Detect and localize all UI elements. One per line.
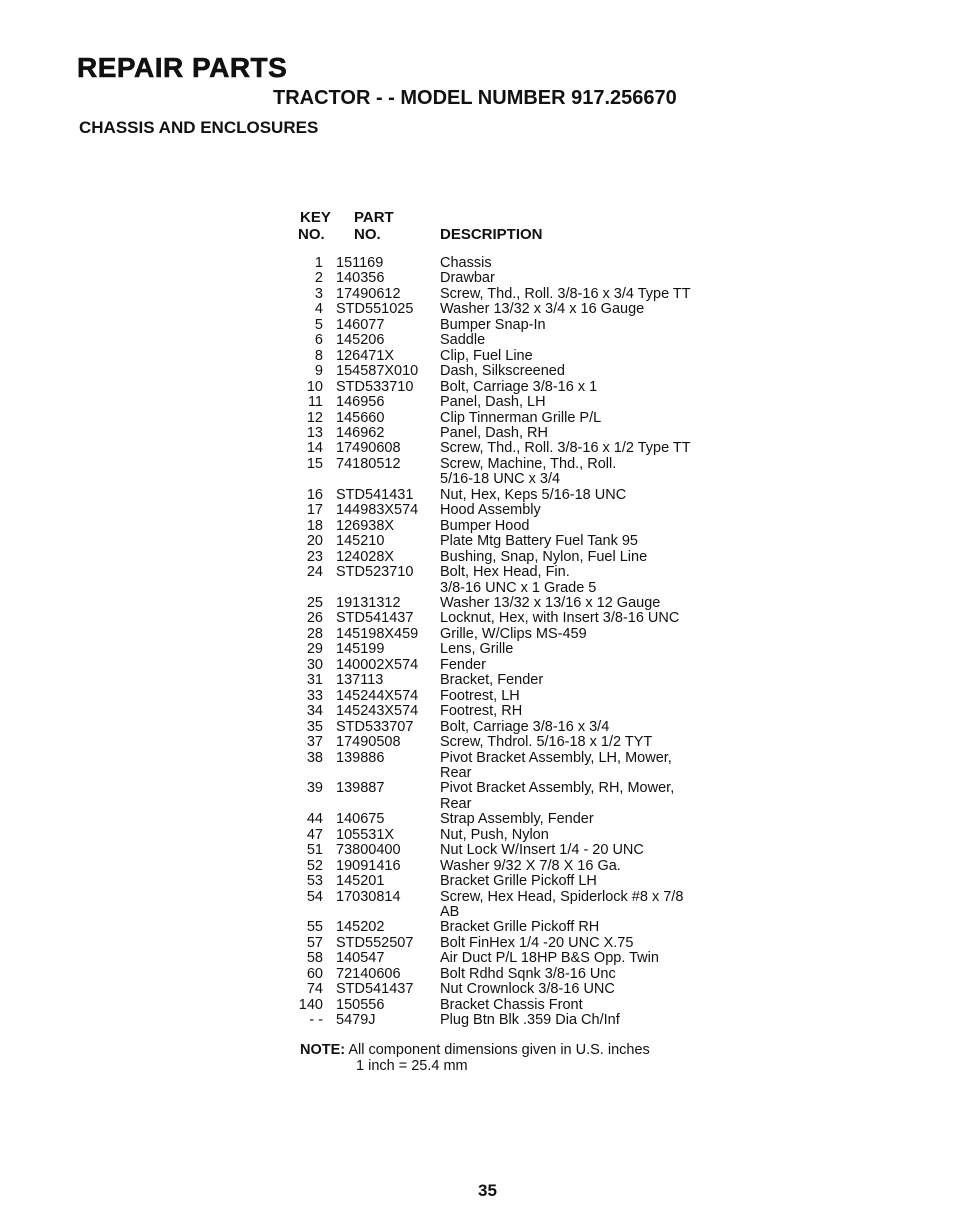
part-description: Plug Btn Blk .359 Dia Ch/Inf: [440, 1012, 620, 1029]
parts-row: [296, 998, 736, 1013]
parts-row: [296, 565, 736, 596]
part-description: Panel, Dash, RH: [440, 424, 548, 441]
part-description: Pivot Bracket Assembly, RH, Mower, Rear: [440, 780, 675, 812]
parts-row: [296, 642, 736, 657]
part-description: Washer 13/32 x 13/16 x 12 Gauge: [440, 594, 661, 611]
part-number: 145202: [336, 919, 385, 936]
part-number: 72140606: [336, 965, 401, 982]
part-description: Clip Tinnerman Grille P/L: [440, 409, 602, 426]
note-text: All component dimensions given in U.S. inches: [348, 1042, 650, 1058]
part-number: 145244X574: [336, 687, 419, 704]
part-number: STD523710: [336, 564, 414, 581]
key-number: 5: [314, 316, 323, 333]
key-number: 23: [306, 548, 323, 565]
parts-row: [296, 812, 736, 827]
key-number: 28: [306, 625, 323, 642]
key-number: 8: [314, 347, 323, 364]
parts-row: [296, 735, 736, 750]
key-number: 35: [306, 718, 323, 735]
part-number: 139887: [336, 780, 385, 797]
part-description: Screw, Thd., Roll. 3/8-16 x 1/2 Type TT: [440, 440, 691, 457]
parts-row: [296, 302, 736, 317]
part-number: 145660: [336, 409, 385, 426]
part-description: Screw, Thd., Roll. 3/8-16 x 3/4 Type TT: [440, 285, 691, 302]
key-number: 74: [306, 981, 323, 998]
part-description: Chassis: [440, 255, 492, 271]
part-description: Bracket Grille Pickoff RH: [440, 919, 600, 936]
key-number: 54: [306, 888, 323, 905]
part-number: 145198X459: [336, 625, 419, 642]
parts-list: [296, 256, 736, 1029]
part-number: 145206: [336, 332, 385, 349]
parts-row: [296, 503, 736, 518]
key-number: 38: [306, 749, 323, 766]
key-number: 10: [306, 378, 323, 395]
part-description: Panel, Dash, LH: [440, 394, 546, 411]
key-number: 20: [306, 533, 323, 550]
parts-row: [296, 411, 736, 426]
part-number: 17030814: [336, 888, 401, 905]
key-number: 51: [306, 842, 323, 859]
part-description: Bushing, Snap, Nylon, Fuel Line: [440, 548, 648, 565]
part-description: Saddle: [440, 332, 486, 349]
part-description: Nut Lock W/Insert 1/4 - 20 UNC: [440, 842, 644, 859]
key-number: 60: [306, 965, 323, 982]
part-description: Bolt, Carriage 3/8-16 x 3/4: [440, 718, 610, 735]
part-number: 144983X574: [336, 502, 419, 519]
part-number: 145199: [336, 641, 385, 658]
parts-row: [296, 426, 736, 441]
part-description: Nut Crownlock 3/8-16 UNC: [440, 981, 615, 998]
parts-row: [296, 751, 736, 782]
parts-row: [296, 920, 736, 935]
parts-row: [296, 658, 736, 673]
part-description: Strap Assembly, Fender: [440, 811, 594, 828]
part-number: STD551025: [336, 301, 414, 318]
part-number: 126938X: [336, 517, 395, 534]
part-number: 19091416: [336, 857, 401, 874]
parts-row: [296, 611, 736, 626]
parts-row: [296, 271, 736, 286]
part-description: Bolt, Carriage 3/8-16 x 1: [440, 378, 598, 395]
part-description: Nut, Push, Nylon: [440, 826, 549, 843]
parts-row: [296, 534, 736, 549]
part-description: Bolt FinHex 1/4 -20 UNC X.75: [440, 934, 634, 951]
part-number: 145243X574: [336, 703, 419, 720]
part-number: 140002X574: [336, 656, 419, 673]
parts-row: [296, 828, 736, 843]
part-description: Screw, Machine, Thd., Roll. 5/16-18 UNC x 3/4: [440, 455, 617, 488]
key-number: - -: [309, 1012, 323, 1029]
part-number: 140547: [336, 950, 385, 967]
key-number: 15: [306, 455, 323, 472]
parts-row: [296, 874, 736, 889]
part-description: Bracket Grille Pickoff LH: [440, 873, 597, 890]
key-number: 1: [314, 255, 323, 271]
part-number: 145201: [336, 873, 385, 890]
part-number: 140675: [336, 811, 385, 828]
part-number: 146077: [336, 316, 385, 333]
key-number: 2: [314, 270, 323, 287]
key-number: 31: [306, 672, 323, 689]
part-number: STD533710: [336, 378, 414, 395]
key-number: 14: [306, 440, 323, 457]
parts-row: [296, 982, 736, 997]
parts-row: [296, 843, 736, 858]
note: [300, 1042, 650, 1058]
part-description: Bolt, Hex Head, Fin. 3/8-16 UNC x 1 Grade 5: [440, 564, 597, 596]
note-conversion: 1 inch = 25.4 mm: [356, 1058, 468, 1074]
key-number: 26: [306, 610, 323, 627]
part-description: Washer 9/32 X 7/8 X 16 Ga.: [440, 857, 621, 874]
parts-row: [296, 627, 736, 642]
part-description: Pivot Bracket Assembly, LH, Mower, Rear: [440, 749, 672, 781]
part-number: 17490612: [336, 285, 401, 302]
parts-row: [296, 673, 736, 688]
part-number: 73800400: [336, 842, 401, 859]
key-number: 52: [306, 857, 323, 874]
part-description: Bracket Chassis Front: [440, 996, 583, 1013]
part-number: STD541437: [336, 981, 414, 998]
part-description: Footrest, RH: [440, 703, 523, 720]
key-number: 17: [306, 502, 323, 519]
key-number: 11: [307, 394, 323, 411]
section-heading: CHASSIS AND ENCLOSURES: [79, 118, 319, 137]
part-description: Air Duct P/L 18HP B&S Opp. Twin: [440, 950, 659, 967]
parts-row: [296, 781, 736, 812]
parts-row: [296, 349, 736, 364]
part-number: 19131312: [336, 594, 401, 611]
part-description: Dash, Silkscreened: [440, 363, 565, 380]
part-description: Fender: [440, 656, 486, 673]
key-number: 58: [306, 950, 323, 967]
key-number: 25: [306, 594, 323, 611]
parts-row: [296, 704, 736, 719]
key-number: 57: [306, 934, 323, 951]
key-number: 29: [306, 641, 323, 658]
parts-row: [296, 1013, 736, 1028]
key-number: 3: [314, 285, 323, 302]
parts-row: [296, 488, 736, 503]
parts-row: [296, 720, 736, 735]
part-description: Bracket, Fender: [440, 672, 544, 689]
parts-row: [296, 256, 736, 271]
parts-row: [296, 364, 736, 379]
part-number: 137113: [336, 672, 384, 689]
parts-row: [296, 550, 736, 565]
part-number: 139886: [336, 749, 385, 766]
part-number: 105531X: [336, 826, 395, 843]
part-description: Hood Assembly: [440, 502, 541, 519]
part-number: STD533707: [336, 718, 414, 735]
part-description: Screw, Thdrol. 5/16-18 x 1/2 TYT: [440, 734, 653, 751]
key-number: 13: [306, 424, 323, 441]
parts-row: [296, 890, 736, 921]
part-header-line2: NO.: [354, 226, 381, 243]
key-number: 140: [298, 996, 323, 1013]
part-description: Drawbar: [440, 270, 495, 287]
key-number: 12: [306, 409, 323, 426]
part-number: 140356: [336, 270, 385, 287]
key-number: 37: [306, 734, 323, 751]
parts-row: [296, 318, 736, 333]
description-header: DESCRIPTION: [440, 226, 543, 243]
part-number: STD541437: [336, 610, 414, 627]
page-number: 35: [478, 1181, 497, 1200]
parts-row: [296, 333, 736, 348]
key-number: 6: [314, 332, 323, 349]
part-description: Footrest, LH: [440, 687, 520, 704]
key-header-line1: KEY: [300, 209, 331, 226]
key-number: 4: [314, 301, 323, 318]
model-subtitle: TRACTOR - - MODEL NUMBER 917.256670: [273, 87, 677, 109]
part-number: 126471X: [336, 347, 395, 364]
part-description: Lens, Grille: [440, 641, 514, 658]
part-number: STD541431: [336, 486, 414, 503]
part-header-line1: PART: [354, 209, 394, 226]
parts-row: [296, 859, 736, 874]
part-description: Clip, Fuel Line: [440, 347, 533, 364]
key-number: 30: [306, 656, 323, 673]
part-description: Bumper Hood: [440, 517, 530, 534]
part-number: 5479J: [336, 1012, 376, 1029]
part-description: Bolt Rdhd Sqnk 3/8-16 Unc: [440, 965, 616, 982]
part-number: 124028X: [336, 548, 395, 565]
parts-row: [296, 441, 736, 456]
part-number: 145210: [336, 533, 385, 550]
part-description: Nut, Hex, Keps 5/16-18 UNC: [440, 486, 627, 503]
key-number: 44: [306, 811, 323, 828]
key-number: 9: [314, 363, 323, 380]
part-description: Plate Mtg Battery Fuel Tank 95: [440, 533, 639, 550]
part-description: Washer 13/32 x 3/4 x 16 Gauge: [440, 301, 645, 318]
key-number: 24: [306, 564, 323, 581]
key-number: 39: [306, 780, 323, 797]
key-header-line2: NO.: [298, 226, 325, 243]
part-description: Locknut, Hex, with Insert 3/8-16 UNC: [440, 610, 680, 627]
key-number: 33: [306, 687, 323, 704]
parts-row: [296, 951, 736, 966]
parts-row: [296, 936, 736, 951]
part-number: 74180512: [336, 455, 401, 472]
parts-row: [296, 519, 736, 534]
part-number: 150556: [336, 996, 385, 1013]
part-description: Bumper Snap-In: [440, 316, 546, 333]
key-number: 18: [306, 517, 323, 534]
key-number: 55: [306, 919, 323, 936]
parts-row: [296, 380, 736, 395]
part-number: 17490508: [336, 734, 401, 751]
part-number: 146962: [336, 424, 385, 441]
part-number: 154587X010: [336, 363, 419, 380]
key-number: 47: [306, 826, 323, 843]
key-number: 53: [306, 873, 323, 890]
parts-row: [296, 967, 736, 982]
parts-row: [296, 596, 736, 611]
part-number: STD552507: [336, 934, 414, 951]
parts-row: [296, 287, 736, 302]
key-number: 34: [306, 703, 323, 720]
parts-row: [296, 689, 736, 704]
parts-row: [296, 395, 736, 410]
part-description: Screw, Hex Head, Spiderlock #8 x 7/8 AB: [440, 888, 684, 921]
part-description: Grille, W/Clips MS-459: [440, 625, 587, 642]
key-number: 16: [306, 486, 323, 503]
page-title: REPAIR PARTS: [77, 52, 288, 83]
part-number: 17490608: [336, 440, 401, 457]
note-label: NOTE:: [300, 1042, 346, 1058]
part-number: 151169: [336, 255, 384, 271]
part-number: 146956: [336, 394, 385, 411]
parts-row: [296, 457, 736, 488]
